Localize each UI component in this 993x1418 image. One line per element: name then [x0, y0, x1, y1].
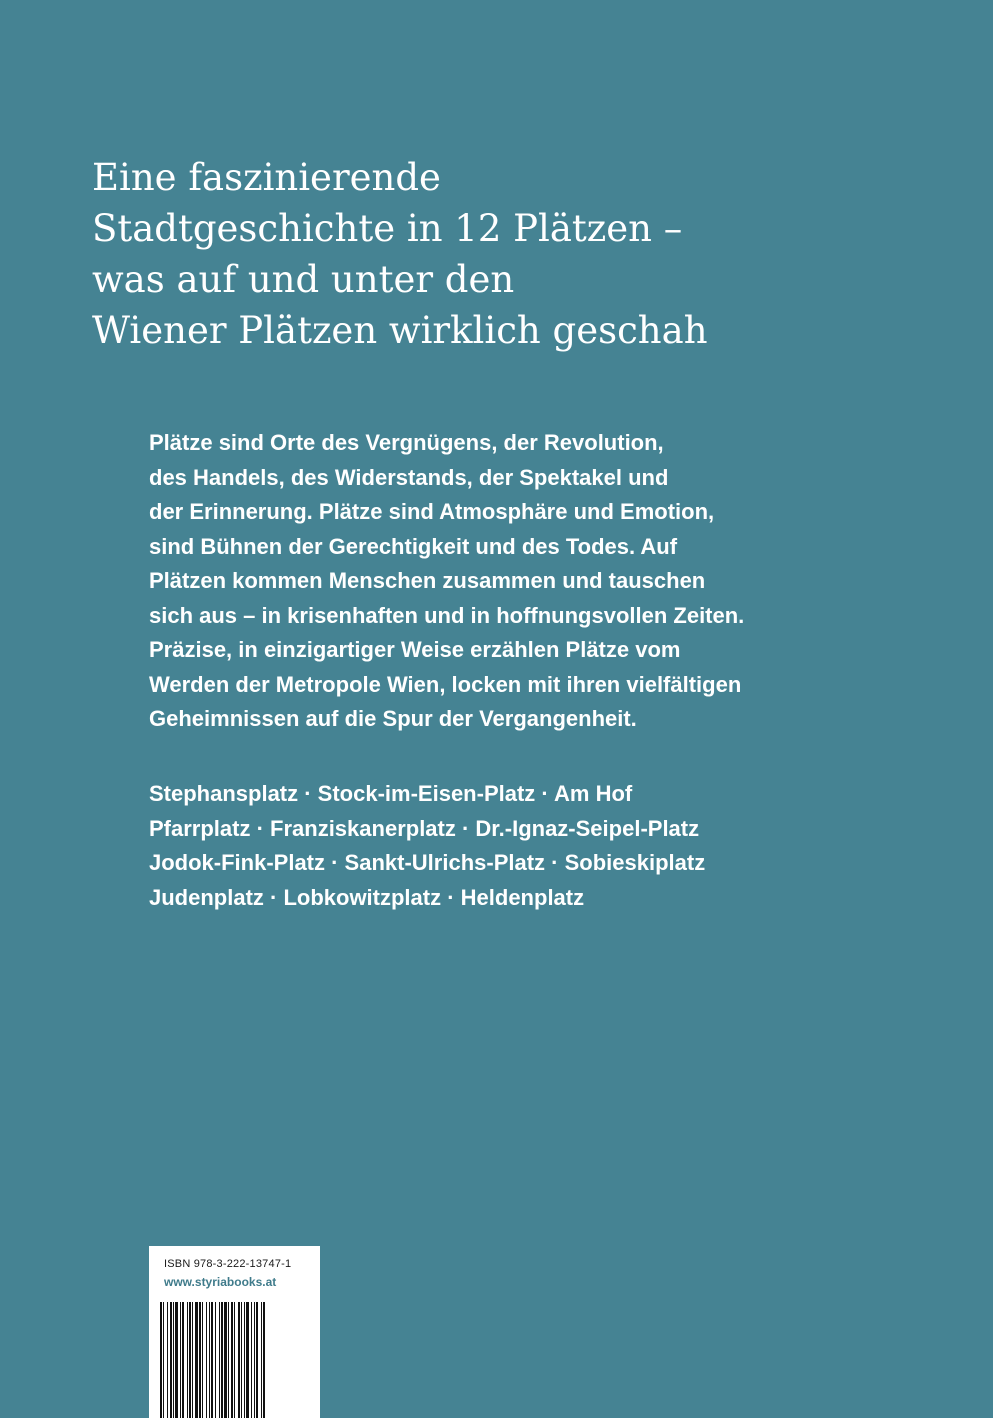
- barcode-bar: [175, 1302, 178, 1418]
- barcode-bar: [256, 1302, 258, 1418]
- barcode-bar: [160, 1302, 162, 1418]
- publisher-website: www.styriabooks.at: [164, 1275, 277, 1289]
- barcode-bar: [182, 1302, 184, 1418]
- blurb-line: Plätze sind Orte des Vergnügens, der Revolution,: [149, 430, 664, 455]
- headline-line: Wiener Plätzen wirklich geschah: [92, 309, 708, 352]
- barcode-bar: [195, 1302, 198, 1418]
- barcode-bar: [241, 1302, 242, 1418]
- barcode-bar: [221, 1302, 223, 1418]
- barcode-bar: [211, 1302, 213, 1418]
- blurb-line: der Erinnerung. Plätze sind Atmosphäre und Emotion,: [149, 499, 715, 524]
- barcode-bar: [244, 1302, 245, 1418]
- barcode-icon: [160, 1302, 311, 1418]
- barcode-bar: [263, 1302, 265, 1418]
- barcode-bar: [238, 1302, 240, 1418]
- barcode-bar: [199, 1302, 201, 1418]
- blurb-line: Geheimnissen auf die Spur der Vergangenheit.: [149, 706, 637, 731]
- blurb-line: des Handels, des Widerstands, der Spektakel und: [149, 464, 669, 490]
- barcode-bar: [246, 1302, 249, 1418]
- blurb-line: Plätzen kommen Menschen zusammen und tauschen: [149, 568, 706, 593]
- places-line: Judenplatz · Lobkowitzplatz · Heldenplatz: [149, 884, 585, 910]
- barcode-bar: [219, 1302, 220, 1418]
- barcode-bar: [202, 1302, 203, 1418]
- barcode-bar: [228, 1302, 229, 1418]
- barcode-bar: [209, 1302, 210, 1418]
- barcode-bar: [215, 1302, 216, 1418]
- places-list: [149, 777, 889, 915]
- blurb-line: Werden der Metropole Wien, locken mit ihren vielfältigen: [149, 671, 742, 697]
- barcode-bar: [206, 1302, 207, 1418]
- places-line: Stephansplatz · Stock-im-Eisen-Platz · Am Hof: [149, 781, 633, 806]
- headline-line: Stadtgeschichte in 12 Plätzen –: [92, 207, 683, 250]
- barcode-label: [149, 1246, 320, 1418]
- barcode-bar: [189, 1302, 191, 1418]
- barcode-bar: [180, 1302, 181, 1418]
- blurb-paragraph: [149, 426, 889, 737]
- headline: [92, 152, 852, 356]
- barcode-bar: [167, 1302, 168, 1418]
- blurb-line: sind Bühnen der Gerechtigkeit und des Todes. Auf: [149, 533, 678, 559]
- barcode-bar: [163, 1302, 164, 1418]
- barcode-bar: [224, 1302, 227, 1418]
- barcode-bar: [170, 1302, 172, 1418]
- barcode-bar: [187, 1302, 188, 1418]
- places-line: Jodok-Fink-Platz · Sankt-Ulrichs-Platz · Sobieskiplatz: [149, 850, 706, 875]
- barcode-bar: [231, 1302, 233, 1418]
- barcode-bar: [261, 1302, 262, 1418]
- blurb-line: Präzise, in einzigartiger Weise erzählen Plätze vom: [149, 637, 681, 662]
- barcode-bar: [251, 1302, 252, 1418]
- blurb-line: sich aus – in krisenhaften und in hoffnungsvollen Zeiten.: [149, 602, 745, 628]
- barcode-bar: [234, 1302, 235, 1418]
- headline-line: Eine faszinierende: [92, 156, 441, 199]
- places-line: Pfarrplatz · Franziskanerplatz · Dr.-Ignaz-Seipel-Platz: [149, 815, 700, 841]
- barcode-bar: [254, 1302, 255, 1418]
- headline-line: was auf und unter den: [92, 258, 515, 301]
- barcode-bar: [192, 1302, 193, 1418]
- barcode-bar: [173, 1302, 174, 1418]
- isbn-number: ISBN 978-3-222-13747-1: [164, 1258, 292, 1270]
